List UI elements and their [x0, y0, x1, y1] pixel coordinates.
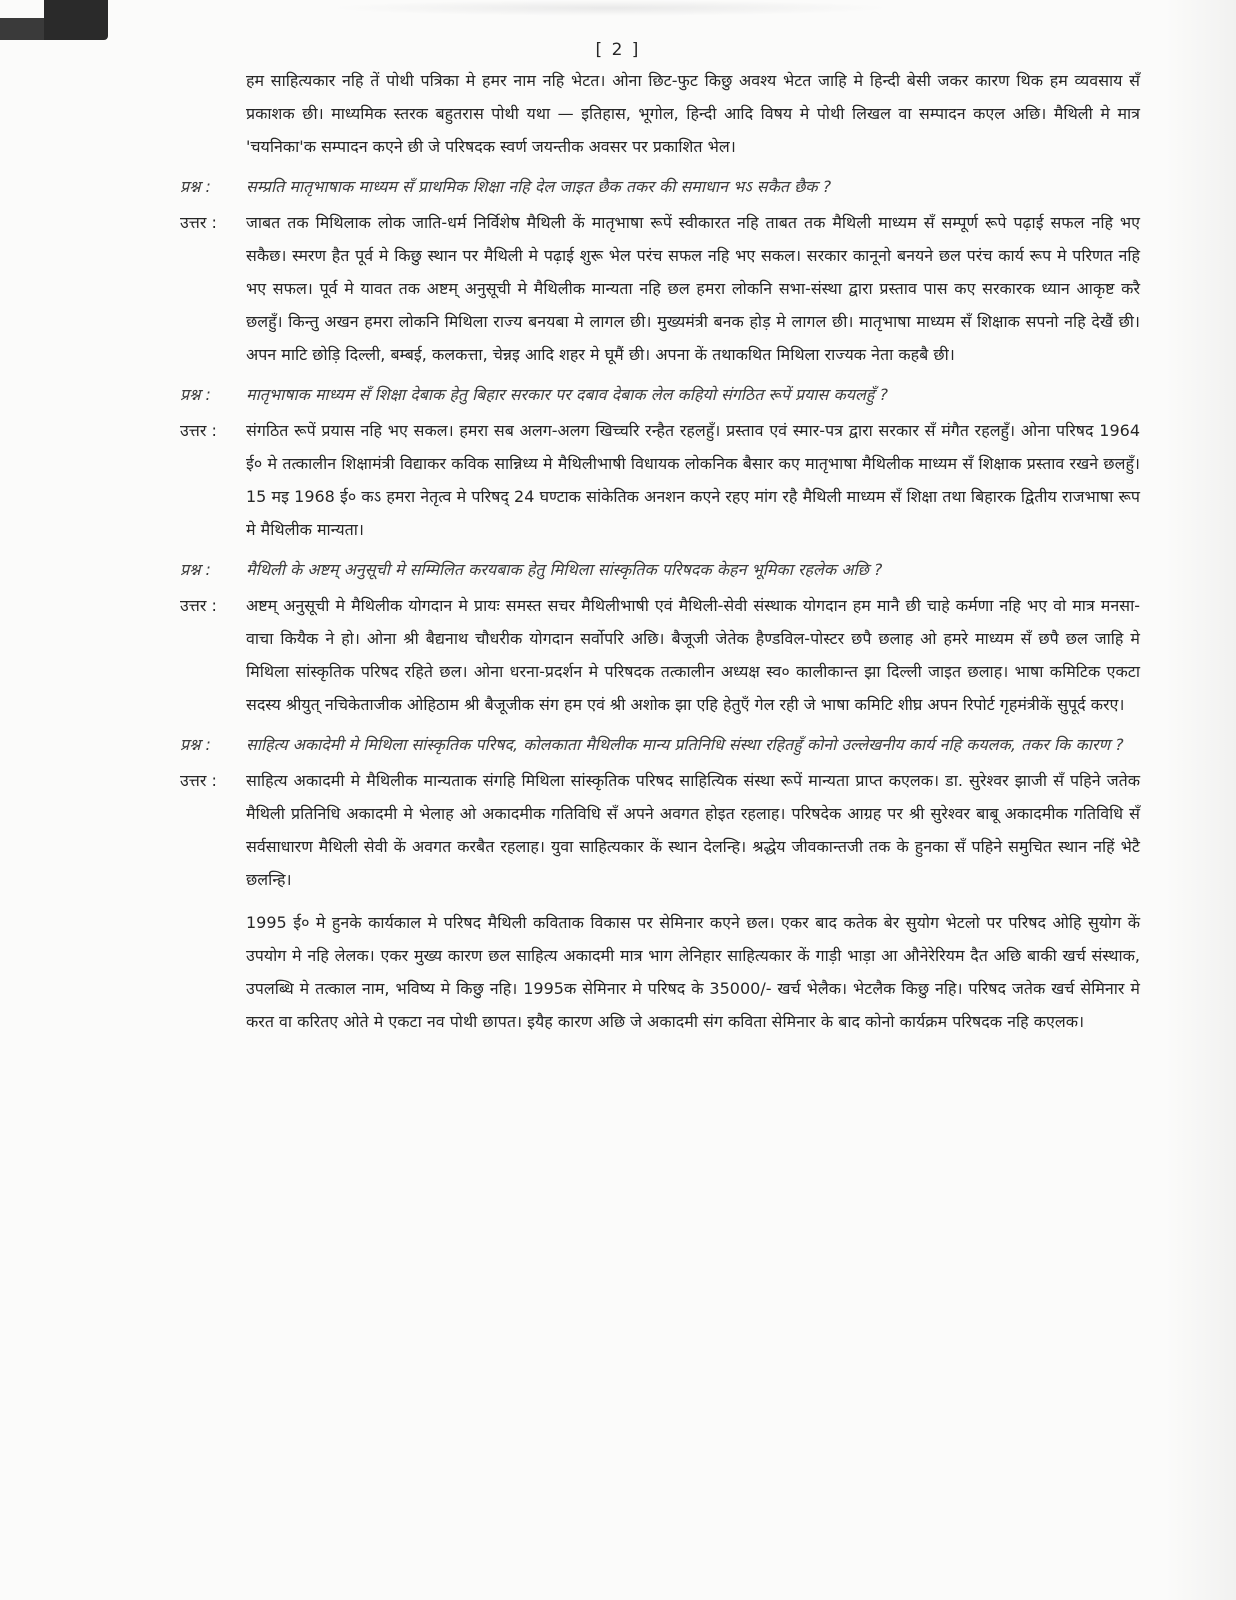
page-content — [180, 64, 1140, 1038]
answer-label: उत्तर : — [180, 213, 217, 232]
question-text: मैथिली के अष्टम् अनुसूची मे सम्मिलित करयबाक हेतु मिथिला सांस्कृतिक परिषदक केहन भूमिका रहलेक अछि ? — [246, 560, 883, 579]
question-text: सम्प्रति मातृभाषाक माध्यम सँ प्राथमिक शिक्षा नहि देल जाइत छैक तकर की समाधान भऽ सकैत छैक ? — [246, 177, 832, 196]
question-label: प्रश्न : — [180, 560, 211, 579]
answer-text: संगठित रूपें प्रयास नहि भए सकल। हमरा सब अलग-अलग खिच्चरि रन्हैत रहलहुँ। प्रस्ताव एवं स्मार-पत्र द्वारा सरकार सँ मंगैत रहलहुँ। ओना परिषद 1964 ई० मे तत्कालीन शिक्षामंत्री विद्याकर कविक सान्निध्य मे मैथिलीभाषी विधायक लोकनिक बैसार कए मातृभाषा मैथिलीक माध्यम सँ शिक्षाक प्रस्ताव रखने छलहुँ। 15 मइ 1968 ई० कऽ हमरा नेतृत्व मे परिषद् 24 घण्टाक सांकेतिक अनशन कएने रहए मांग रहै मैथिली माध्यम सँ शिक्षा तथा बिहारक द्वितीय राजभाषा रूप मे मैथिलीक मान्यता। — [246, 421, 1140, 539]
question-2 — [180, 378, 1140, 411]
question-label: प्रश्न : — [180, 177, 211, 196]
intro-paragraph: हम साहित्यकार नहि तें पोथी पत्रिका मे हमर नाम नहि भेटत। ओना छिट-फुट किछु अवश्य भेटत जाहि मे हिन्दी बेसी जकर कारण थिक हम व्यवसाय सँ प्रकाशक छी। माध्यमिक स्तरक बहुतरास पोथी यथा — इतिहास, भूगोल, हिन्दी आदि विषय मे पोथी लिखल वा सम्पादन कएल अछि। मैथिली मे मात्र 'चयनिका'क सम्पादन कएने छी जे परिषदक स्वर्ण जयन्तीक अवसर पर प्रकाशित भेल। — [246, 71, 1140, 156]
answer-text: अष्टम् अनुसूची मे मैथिलीक योगदान मे प्रायः समस्त सचर मैथिलीभाषी एवं मैथिली-सेवी संस्थाक योगदान हम मानै छी चाहे कर्मणा नहि भए वो मात्र मनसा-वाचा कियैक ने हो। ओना श्री बैद्यनाथ चौधरीक योगदान सर्वोपरि अछि। बैजूजी जेतेक हैण्डविल-पोस्टर छपै छलाह ओ हमरे माध्यम सँ छपै छल जाहि मे मिथिला सांस्कृतिक परिषद रहिते छल। ओना धरना-प्रदर्शन मे परिषदक तत्कालीन अध्यक्ष स्व० कालीकान्त झा दिल्ली जाइत छलाह। भाषा कमिटिक एकटा सदस्य श्रीयुत् नचिकेताजीक ओहिठाम श्री बैजूजीक संग हम एवं श्री अशोक झा एहि हेतुएँ गेल रही जे भाषा कमिटि शीघ्र अपन रिपोर्ट गृहमंत्रीकें सुपूर्द करए। — [246, 596, 1140, 714]
answer-label: उत्तर : — [180, 596, 217, 615]
question-text: साहित्य अकादेमी मे मिथिला सांस्कृतिक परिषद, कोलकाता मैथिलीक मान्य प्रतिनिधि संस्था रहितहुँ कोनो उल्लेखनीय कार्य नहि कयलक, तकर कि कारण ? — [246, 735, 1124, 754]
scan-edge-shadow — [1166, 0, 1236, 1600]
answer-4-continuation: 1995 ई० मे हुनके कार्यकाल मे परिषद मैथिली कविताक विकास पर सेमिनार कएने छल। एकर बाद कतेक बेर सुयोग भेटलो पर परिषद ओहि सुयोग कें उपयोग मे नहि लेलक। एकर मुख्य कारण छल साहित्य अकादमी मात्र भाग लेनिहार साहित्यकार कें गाड़ी भाड़ा आ औनेरेरियम दैत अछि बाकी खर्च संस्थाक, उपलब्धि मे तत्काल नाम, भविष्य मे किछु नहि। 1995क सेमिनार मे परिषद के 35000/- खर्च भेलैक। भेटलैक किछु नहि। परिषद जतेक खर्च सेमिनार मे करत वा करितए ओते मे एकटा नव पोथी छापत। इयैह कारण अछि जे अकादमी संग कविता सेमिनार के बाद कोनो कार्यक्रम परिषदक नहि कएलक। — [246, 913, 1140, 1031]
question-text: मातृभाषाक माध्यम सँ शिक्षा देबाक हेतु बिहार सरकार पर दबाव देबाक लेल कहियो संगठित रूपें प्रयास कयलहुँ ? — [246, 385, 888, 404]
answer-1 — [180, 206, 1140, 371]
answer-label: उत्तर : — [180, 771, 217, 790]
answer-3 — [180, 589, 1140, 721]
answer-4 — [180, 764, 1140, 896]
question-4 — [180, 728, 1140, 761]
answer-text: साहित्य अकादमी मे मैथिलीक मान्यताक संगहि मिथिला सांस्कृतिक परिषद साहित्यिक संस्था रूपें मान्यता प्राप्त कएलक। डा. सुरेश्वर झाजी सँ पहिने जतेक मैथिली प्रतिनिधि अकादमी मे भेलाह ओ अकादमीक गतिविधि सँ अपने अवगत होइत रहलाह। परिषदेक आग्रह पर श्री सुरेश्वर बाबू अकादमीक गतिविधि सँ सर्वसाधारण मैथिली सेवी कें अवगत करबैत रहलाह। युवा साहित्यकार कें स्थान देलन्हि। श्रद्धेय जीवकान्तजी तक के हुनका सँ पहिने समुचित स्थान नहिं भेटै छलन्हि। — [246, 771, 1140, 889]
scan-corner-mark — [44, 0, 108, 40]
question-label: प्रश्न : — [180, 735, 211, 754]
scan-smudge — [330, 0, 890, 16]
answer-text: जाबत तक मिथिलाक लोक जाति-धर्म निर्विशेष मैथिली कें मातृभाषा रूपें स्वीकारत नहि ताबत तक मैथिली माध्यम सँ सम्पूर्ण रूपे पढ़ाई सफल नहि भए सकैछ। स्मरण हैत पूर्व मे किछु स्थान पर मैथिली मे पढ़ाई शुरू भेल परंच सफल नहि भए सकल। सरकार कानूनो बनयने छल परंच कार्य रूप मे परिणत नहि भए सफल। पूर्व मे यावत तक अष्टम् अनुसूची मे मैथिलीक मान्यता नहि छल हमरा लोकनि सभा-संस्था द्वारा प्रस्ताव पास कए सरकारक ध्यान आकृष्ट करै छलहुँ। किन्तु अखन हमरा लोकनि मिथिला राज्य बनयबा मे लागल छी। मुख्यमंत्री बनक होड़ मे लागल छी। मातृभाषा माध्यम सँ शिक्षाक सपनो नहि देखैं छी। अपन माटि छोड़ि दिल्ली, बम्बई, कलकत्ता, चेन्नइ आदि शहर मे घूमैं छी। अपना कें तथाकथित मिथिला राज्यक नेता कहबै छी। — [246, 213, 1140, 364]
page-number: [ 2 ] — [595, 40, 641, 60]
question-label: प्रश्न : — [180, 385, 211, 404]
question-3 — [180, 553, 1140, 586]
answer-label: उत्तर : — [180, 421, 217, 440]
question-1 — [180, 170, 1140, 203]
answer-2 — [180, 414, 1140, 546]
